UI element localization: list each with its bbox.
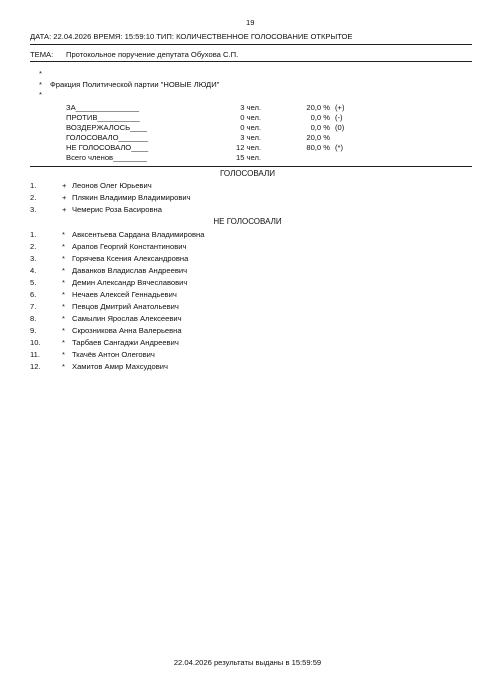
list-item xyxy=(0,302,495,313)
list-item xyxy=(0,338,495,349)
row-mark: * xyxy=(62,290,65,299)
member-name: Леонов Олег Юрьевич xyxy=(72,181,152,190)
vote-label: ВОЗДЕРЖАЛОСЬ____ xyxy=(66,123,147,132)
list-item xyxy=(0,326,495,337)
row-number: 4. xyxy=(30,266,37,275)
faction-name: Фракция Политической партии "НОВЫЕ ЛЮДИ" xyxy=(50,80,220,89)
list-item xyxy=(0,314,495,325)
list-item xyxy=(0,230,495,241)
member-name: Авксентьева Сардана Владимировна xyxy=(72,230,205,239)
faction-marker: * xyxy=(39,80,42,89)
list-item xyxy=(0,362,495,373)
vote-summary-row-voted xyxy=(0,133,495,143)
row-mark: * xyxy=(62,254,65,263)
topic-label: ТЕМА: xyxy=(30,50,54,59)
member-name: Тарбаев Сангаджи Андреевич xyxy=(72,338,179,347)
row-number: 11. xyxy=(30,350,40,359)
vote-count: 0 чел. xyxy=(240,123,261,132)
vote-sign: (*) xyxy=(335,143,344,152)
list-item xyxy=(0,181,495,192)
vote-percent: 80,0 % xyxy=(306,143,330,152)
row-mark: * xyxy=(62,350,65,359)
vote-summary-row-abstained xyxy=(0,123,495,133)
header-divider-top xyxy=(30,44,472,45)
voted-divider xyxy=(30,166,472,167)
row-mark: + xyxy=(62,181,67,190)
row-mark: * xyxy=(62,242,65,251)
row-number: 5. xyxy=(30,278,37,287)
vote-percent: 20,0 % xyxy=(306,103,330,112)
member-name: Ткачёв Антон Олегович xyxy=(72,350,155,359)
vote-label: Всего членов________ xyxy=(66,153,147,162)
row-number: 2. xyxy=(30,242,37,251)
vote-summary-row-not-voted xyxy=(0,143,495,153)
vote-sign: (0) xyxy=(335,123,345,132)
row-number: 3. xyxy=(30,254,37,263)
row-mark: * xyxy=(62,326,65,335)
results-issued-footer: 22.04.2026 результаты выданы в 15:59:59 xyxy=(173,658,322,667)
vote-percent: 20,0 % xyxy=(306,133,330,142)
topic-value: Протокольное поручение депутата Обухова С.П. xyxy=(66,50,239,59)
row-number: 9. xyxy=(30,326,37,335)
row-number: 1. xyxy=(30,181,37,190)
member-name: Скрозникова Анна Валерьевна xyxy=(72,326,182,335)
vote-percent: 0,0 % xyxy=(310,123,330,132)
vote-label: ГОЛОСОВАЛО_______ xyxy=(66,133,149,142)
row-number: 12. xyxy=(30,362,41,371)
list-item xyxy=(0,205,495,216)
vote-summary-row-for xyxy=(0,103,495,113)
row-number: 10. xyxy=(30,338,41,347)
member-name: Хамитов Амир Махсудович xyxy=(72,362,168,371)
row-number: 2. xyxy=(30,193,37,202)
header-divider-bottom xyxy=(30,61,472,62)
list-item xyxy=(0,242,495,253)
row-number: 3. xyxy=(30,205,37,214)
row-mark: * xyxy=(62,338,65,347)
list-item xyxy=(0,350,495,361)
vote-label: ЗА_______________ xyxy=(66,103,140,112)
not-voted-heading: НЕ ГОЛОСОВАЛИ xyxy=(213,217,282,226)
list-item xyxy=(0,254,495,265)
vote-percent: 0,0 % xyxy=(310,113,330,122)
list-item xyxy=(0,193,495,204)
vote-count: 12 чел. xyxy=(235,143,261,152)
list-item xyxy=(0,278,495,289)
row-mark: * xyxy=(62,302,65,311)
page-number: 19 xyxy=(246,18,255,27)
row-mark: + xyxy=(62,205,67,214)
vote-count: 3 чел. xyxy=(240,133,261,142)
vote-summary-row-total xyxy=(0,153,495,163)
header-line: ДАТА: 22.04.2026 ВРЕМЯ: 15:59:10 ТИП: КОЛИЧЕСТВЕННОЕ ГОЛОСОВАНИЕ ОТКРЫТОЕ xyxy=(30,32,353,41)
row-mark: + xyxy=(62,193,67,202)
list-item xyxy=(0,290,495,301)
vote-count: 15 чел. xyxy=(235,153,261,162)
member-name: Демин Александр Вячеславович xyxy=(72,278,188,287)
list-item xyxy=(0,266,495,277)
vote-sign: (-) xyxy=(335,113,343,122)
vote-count: 3 чел. xyxy=(240,103,261,112)
vote-summary-row-against xyxy=(0,113,495,123)
row-mark: * xyxy=(62,314,65,323)
row-number: 1. xyxy=(30,230,37,239)
member-name: Самылин Ярослав Алексеевич xyxy=(72,314,182,323)
row-number: 7. xyxy=(30,302,37,311)
member-name: Певцов Дмитрий Анатольевич xyxy=(72,302,179,311)
row-mark: * xyxy=(62,266,65,275)
row-mark: * xyxy=(62,362,65,371)
row-mark: * xyxy=(62,278,65,287)
vote-sign: (+) xyxy=(335,103,345,112)
row-number: 8. xyxy=(30,314,37,323)
member-name: Даванков Владислав Андреевич xyxy=(72,266,188,275)
voted-heading: ГОЛОСОВАЛИ xyxy=(220,169,275,178)
faction-bullet-bottom: * xyxy=(39,90,42,99)
faction-bullet-top: * xyxy=(39,69,42,78)
member-name: Чемерис Роза Басировна xyxy=(72,205,162,214)
member-name: Арапов Георгий Константинович xyxy=(72,242,187,251)
vote-label: ПРОТИВ__________ xyxy=(66,113,140,122)
vote-count: 0 чел. xyxy=(240,113,261,122)
row-mark: * xyxy=(62,230,65,239)
row-number: 6. xyxy=(30,290,37,299)
member-name: Плякин Владимир Владимирович xyxy=(72,193,191,202)
vote-label: НЕ ГОЛОСОВАЛО____ xyxy=(66,143,149,152)
member-name: Нечаев Алексей Геннадьевич xyxy=(72,290,177,299)
member-name: Горячева Ксения Александровна xyxy=(72,254,189,263)
